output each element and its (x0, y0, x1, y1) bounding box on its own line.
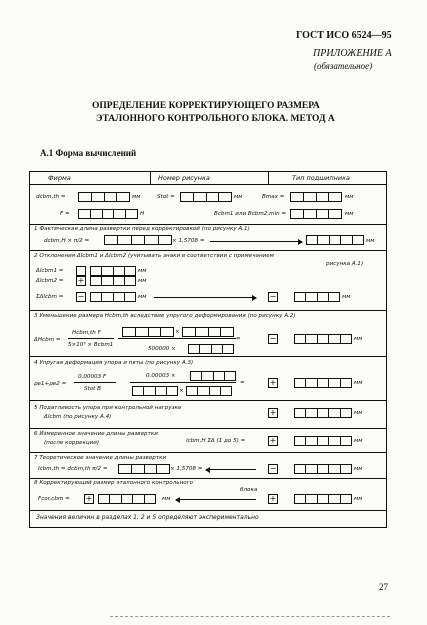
s3-input-f[interactable] (182, 327, 234, 337)
page-number: 27 (379, 582, 388, 592)
label-stot: Stot = (157, 194, 175, 200)
label-bcbm: Bcbm1 или Bcbm2,min = (214, 211, 287, 217)
s2-title: 2 Отклонения Δlcbm1 и Δlcbm2 (учитывать знаки в соответствии с примечанием (34, 253, 274, 259)
s6-formula: lcbm,H ΣΔ (1 до 5) = (186, 438, 246, 444)
s4-input-f[interactable] (190, 371, 236, 381)
label-force: F = (60, 211, 70, 217)
unit-mm-1: мм (132, 194, 141, 200)
s3-fraction-bar2 (118, 338, 236, 339)
s4-times: × (179, 388, 184, 394)
s6-result-sign[interactable]: + (269, 436, 277, 445)
input-bcbm[interactable] (290, 209, 342, 219)
s7-formula: lcbm,th = dcbm,th π/2 = (38, 466, 108, 472)
bottom-edge-line (110, 616, 390, 617)
s6-title: 6 Измеренное значение длины развертки (34, 431, 158, 437)
s7-input[interactable] (118, 464, 170, 474)
s2-dl1-unit: мм (138, 268, 147, 274)
s8-title-cont: блока (240, 487, 258, 493)
s2-sum-label: ΣΔlcbm = (36, 294, 64, 300)
label-bmax: Bmax = (262, 194, 285, 200)
s2-result-sign[interactable]: − (269, 292, 277, 301)
s6-result[interactable] (294, 436, 352, 446)
s2-dl2-input[interactable] (90, 276, 136, 286)
s7-result[interactable] (294, 464, 352, 474)
input-force[interactable] (78, 209, 138, 219)
standard-code: ГОСТ ИСО 6524—95 (296, 30, 392, 41)
input-stot[interactable] (180, 192, 232, 202)
s5-result-sign[interactable]: + (269, 408, 277, 417)
s4-fraction-bar2 (130, 382, 236, 383)
s4-input-b[interactable] (186, 386, 232, 396)
s1-unit: мм (366, 238, 375, 244)
s2-dl2-label: Δlcbm2 = (36, 278, 64, 284)
s4-fraction-bar (74, 382, 116, 383)
s3-times: × (175, 329, 180, 335)
s4-equals: = (240, 380, 245, 386)
s1-arrow (210, 241, 302, 242)
input-bmax[interactable] (290, 192, 342, 202)
s7-factor: × 1,5708 = (170, 466, 203, 472)
s4-denominator: Stot B (84, 386, 101, 392)
s8-result[interactable] (98, 494, 156, 504)
s5-title: 5 Податливость упора при контрольной нагрузке (34, 405, 182, 411)
s8-sign[interactable]: + (85, 494, 93, 503)
s2-dl1-sign[interactable] (76, 266, 86, 276)
s4-unit: мм (354, 380, 363, 386)
col-figure: Номер рисунка (158, 174, 210, 182)
s6-unit: мм (354, 438, 363, 444)
s4-input-s[interactable] (132, 386, 178, 396)
s8-arrow (176, 499, 256, 500)
s3-result[interactable] (294, 334, 352, 344)
unit-mm-4: мм (345, 211, 354, 217)
s2-dl1-input[interactable] (90, 266, 136, 276)
input-dcbm-th[interactable] (78, 192, 130, 202)
s2-arrow (154, 297, 256, 298)
col-company: Фирма (48, 174, 71, 182)
s2-sum-sign[interactable]: − (77, 292, 85, 301)
s3-title: 3 Уменьшение размера Hcbm,th вследствие упругого деформирования (по рисунку А.2) (34, 313, 296, 319)
s3-numerator: Hcbm,th F (72, 330, 101, 336)
appendix-note: (обязательное) (314, 61, 373, 71)
s2-result[interactable] (294, 292, 340, 302)
s3-input-h[interactable] (122, 327, 174, 337)
s8-title: 8 Корректирующий размер эталонного контрольного (34, 480, 194, 486)
s8-formula: Fcor,cbm = (38, 496, 70, 502)
s3-fraction-bar (68, 338, 114, 339)
s1-input[interactable] (104, 235, 172, 245)
s1-formula: dcbm,H × π/2 = (44, 238, 90, 244)
s3-denominator: 5×10⁵ × Bcbm1 (68, 342, 114, 348)
s3-equals: = (236, 336, 241, 342)
s8-result-sign[interactable]: + (269, 494, 277, 503)
s4-title: 4 Упругая деформация упора и пяты (по рисунку А.3) (34, 360, 194, 366)
s3-result-sign[interactable]: − (269, 334, 277, 343)
s5-result[interactable] (294, 408, 352, 418)
s4-const: 0,00003 × (146, 373, 176, 379)
s2-dl1-label: Δlcbm1 = (36, 268, 64, 274)
s2-sum-unit: мм (138, 294, 147, 300)
s4-numerator: 0,00003 F (78, 374, 107, 380)
appendix-title: ПРИЛОЖЕНИЕ А (313, 48, 392, 59)
s4-lhs: ρe1+ρe2 = (34, 381, 67, 387)
section-heading: А.1 Форма вычислений (40, 148, 137, 158)
s4-result[interactable] (294, 378, 352, 388)
unit-mm-3: мм (345, 194, 354, 200)
calculation-form (29, 171, 387, 528)
s7-arrow (206, 469, 256, 470)
unit-n: Н (140, 211, 145, 217)
s7-unit: мм (354, 466, 363, 472)
s2-title-cont: рисунка А.1) (326, 261, 364, 267)
s7-result-sign[interactable]: − (269, 464, 277, 473)
col-bearing: Тип подшипника (292, 174, 351, 182)
unit-mm-2: мм (234, 194, 243, 200)
s1-result[interactable] (306, 235, 364, 245)
label-dcbm-th: dcbm,th = (36, 194, 66, 200)
s1-title: 1 Фактическая длина развертки перед корректировкой (по рисунку А.1) (34, 226, 250, 232)
s3-unit: мм (354, 336, 363, 342)
s8-result-unit: мм (354, 496, 363, 502)
s5-title-cont: Δlcbm (по рисунку А.4) (44, 414, 112, 420)
s5-unit: мм (354, 410, 363, 416)
s4-result-sign[interactable]: + (269, 378, 277, 387)
s2-dl2-unit: мм (138, 278, 147, 284)
s8-unit: мм (162, 496, 171, 502)
s2-dl2-sign[interactable]: + (77, 276, 85, 285)
s3-const: 500000 × (148, 346, 176, 352)
doc-title-line2: ЭТАЛОННОГО КОНТРОЛЬНОГО БЛОКА. МЕТОД А (96, 114, 335, 124)
s8-result2[interactable] (294, 494, 352, 504)
s2-sum-input[interactable] (90, 292, 136, 302)
s3-input-b[interactable] (188, 344, 234, 354)
s2-result-unit: мм (342, 294, 351, 300)
form-footer-note: Значения величин в разделах 1, 2 и 5 определяют экспериментально (36, 514, 259, 521)
s1-factor: × 1,5708 = (172, 238, 205, 244)
s7-title: 7 Теоретическое значение длины развертки (34, 455, 167, 461)
s6-title-cont: (после коррекции) (44, 440, 100, 446)
doc-title-line1: ОПРЕДЕЛЕНИЕ КОРРЕКТИРУЮЩЕГО РАЗМЕРА (92, 101, 320, 111)
s3-lhs: ΔHcbm = (34, 337, 61, 343)
